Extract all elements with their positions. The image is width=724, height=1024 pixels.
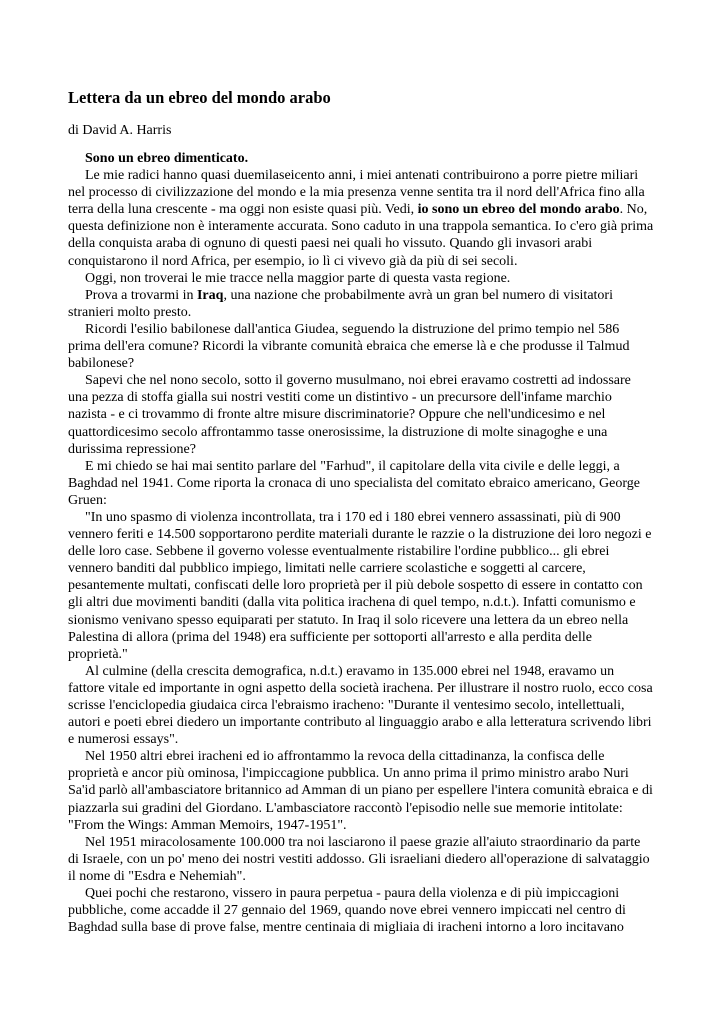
paragraph [68, 270, 654, 287]
paragraph [68, 509, 654, 663]
paragraph [68, 834, 654, 885]
text-run: , una nazione che probabilmente avrà un gran bel numero di visitatori stranieri molto presto. [68, 287, 613, 320]
paragraph [68, 321, 654, 372]
bold-text: Iraq [196, 287, 224, 303]
bold-text: Sono un ebreo dimenticato. [85, 151, 249, 166]
text-run: Nel 1951 miracolosamente 100.000 tra noi lasciarono il paese grazie all'aiuto straordinario da parte di Israele, con un po' meno dei nostri vestiti addosso. Gli israeliani diedero all'operazione di salvataggio il nome di "Esdra e Nehemiah". [68, 834, 650, 884]
text-run: E mi chiedo se hai mai sentito parlare del "Farhud", il capitolare della vita civile e delle leggi, a Baghdad nel 1941. Come riporta la cronaca di uno specialista del comitato ebraico americano, George Gruen: [68, 458, 640, 508]
document-title: Lettera da un ebreo del mondo arabo [68, 88, 331, 107]
author-line: di David A. Harris [68, 123, 172, 138]
text-run: Oggi, non troverai le mie tracce nella maggior parte di questa vasta regione. [85, 270, 511, 286]
paragraph [68, 885, 654, 936]
text-run: Ricordi l'esilio babilonese dall'antica Giudea, seguendo la distruzione del primo tempio nel 586 prima dell'era comune? Ricordi la vibrante comunità ebraica che emerse là e che produsse il Talmud babilonese? [68, 321, 630, 372]
text-run: "In uno spasmo di violenza incontrollata, tra i 170 ed i 180 ebrei vennero assassinati, più di 900 vennero feriti e 14.500 sopportarono perdite materiali durante le razzie o la distruzione dei loro negozi e delle loro case. Sebbene il governo volesse eventualmente ristabilire l'ordine pubblico... gli ebrei vennero banditi dal pubblico impiego, limitati nelle carriere scolastiche e soggetti al carcere, pesantemente multati, confiscati delle loro proprietà per il più debole sospetto di essere in contatto con gli altri due movimenti banditi (dalla vita politica irachena di quel tempo, n.d.t.). Infatti comunismo e sionismo venivano spesso equiparati per statuto. In Iraq il solo ricevere una lettera da un ebreo nella Palestina di allora (prima del 1948) era sufficiente per sottoporti all'arresto e alla perdita delle proprietà." [68, 509, 652, 662]
paragraph [68, 372, 654, 457]
text-run: Prova a trovarmi in [85, 287, 197, 303]
paragraph [68, 287, 654, 321]
paragraph [68, 167, 654, 270]
paragraph [68, 663, 654, 748]
text-run: Le mie radici hanno quasi duemilaseicento anni, i miei antenati contribuirono a porre pietre miliari nel processo di civilizzazione del mondo e la mia presenza venne sentita tra il nord dell'Africa fino alla terra della luna crescente - ma oggi non esiste quasi più. Vedi, [68, 168, 645, 218]
paragraph [68, 748, 654, 833]
text-run: Nel 1950 altri ebrei iracheni ed io affrontammo la revoca della cittadinanza, la confisca delle proprietà e ancor più ominosa, l'impiccagione pubblica. Un anno prima il primo ministro arabo Nuri Sa'id parlò all'ambasciatore britannico ad Amman di un piano per espellere l'intera comunità ebraica e di piazzarla sui gradini del Giordano. L'ambasciatore raccontò l'episodio nelle sue memorie intitolate: "From the Wings: Amman Memoirs, 1947-1951". [68, 749, 653, 833]
text-run: Quei pochi che restarono, vissero in paura perpetua - paura della violenza e di più impiccagioni pubbliche, come accadde il 27 gennaio del 1969, quando nove ebrei vennero impiccati nel centro di Baghdad sulla base di prove false, mentre centinaia di migliaia di iracheni intorno a loro incitavano [68, 886, 626, 936]
text-run: . No, questa definizione non è interamente accurata. Sono caduto in una trappola semantica. Io c'ero già prima della conquista araba di ognuno di questi paesi nei quali ho vissuto. Quando gli invasori arabi conquistarono il nord Africa, per esempio, io lì ci vivevo già da più di sei secoli. [68, 202, 654, 269]
paragraph [68, 458, 654, 509]
text-run: Sapevi che nel nono secolo, sotto il governo musulmano, noi ebrei eravamo costretti ad indossare una pezza di stoffa gialla sui nostri vestiti come un distintivo - un precursore dell'infame marchio nazista - e ci trovammo di fronte altre misure discriminatorie? Oppure che nell'undicesimo e nel quattordicesimo secolo affrontammo tasse onerosissime, la distruzione di molte sinagoghe e una durissima repressione? [68, 373, 631, 457]
article-body [68, 150, 654, 936]
bold-text: io sono un ebreo del mondo arabo [417, 202, 620, 218]
paragraph [68, 150, 654, 167]
text-run: Al culmine (della crescita demografica, n.d.t.) eravamo in 135.000 ebrei nel 1948, eravamo un fattore vitale ed importante in ogni aspetto della società irachena. Per illustrare il nostro ruolo, ecco cosa scrisse l'enciclopedia giudaica circa l'ebraismo iracheno: "Durante il ventesimo secolo, intellettuali, autori e poeti ebrei diedero un importante contributo al linguaggio arabo e alla letteratura scrivendo libri e numerosi essays". [68, 663, 653, 748]
